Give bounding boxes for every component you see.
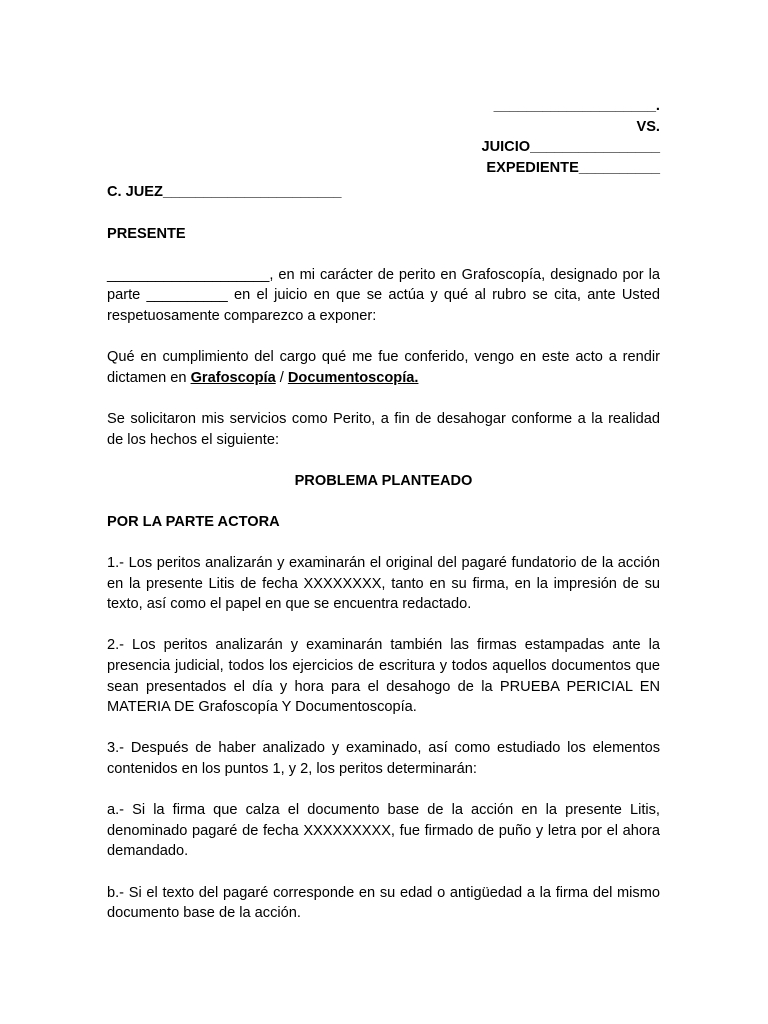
list-item: 3.- Después de haber analizado y examinado, así como estudiado los elementos contenidos en los puntos 1, y 2, los peritos determinarán: <box>107 740 660 777</box>
header-juicio: JUICIO________________ <box>481 139 660 156</box>
section-heading: PROBLEMA PLANTEADO <box>294 472 473 489</box>
list-item: 2.- Los peritos analizarán y examinarán también las firmas estampadas ante la presencia judicial, todos los ejercicios de escritura y todos aquellos documentos que sean presentados el día y hora para el desahogo de la PRUEBA PERICIAL EN MATERIA DE Grafoscopía Y Documentoscopía. <box>107 637 660 716</box>
header-expediente: EXPEDIENTE__________ <box>486 159 660 176</box>
presente-label: PRESENTE <box>107 225 186 242</box>
term-separator: / <box>275 369 288 386</box>
section-subheading: POR LA PARTE ACTORA <box>107 513 280 530</box>
services-paragraph: Se solicitaron mis servicios como Perito, a fin de desahogar conforme a la realidad de los hechos el siguiente: <box>107 410 660 448</box>
term-grafoscopia: Grafoscopía <box>190 369 276 386</box>
term-documentoscopia: Documentoscopía. <box>287 369 419 386</box>
document-page <box>107 96 660 924</box>
addressee: C. JUEZ______________________ <box>107 184 342 201</box>
list-item: a.- Si la firma que calza el documento base de la acción en la presente Litis, denominado pagaré de fecha XXXXXXXXX, fue firmado de puño y letra por el ahora demandado. <box>107 802 660 860</box>
header-vs: VS. <box>636 118 660 135</box>
intro-paragraph: ____________________, en mi carácter de perito en Grafoscopía, designado por la parte __________ en el juicio en que se actúa y qué al rubro se cita, ante Usted respetuosamente comparezco a exponer: <box>107 266 660 324</box>
dictamen-text: Qué en cumplimiento del cargo qué me fue conferido, vengo en este acto a rendir dictamen en <box>107 349 660 386</box>
list-item: 1.- Los peritos analizarán y examinarán el original del pagaré fundatorio de la acción en la presente Litis de fecha XXXXXXXX, tanto en su firma, en la impresión de su texto, así como el papel en que se encuentra redactado. <box>107 555 660 613</box>
list-item: b.- Si el texto del pagaré corresponde en su edad o antigüedad a la firma del mismo documento base de la acción. <box>107 884 660 922</box>
header-parties: ____________________. <box>493 98 660 114</box>
dictamen-paragraph <box>107 347 660 388</box>
